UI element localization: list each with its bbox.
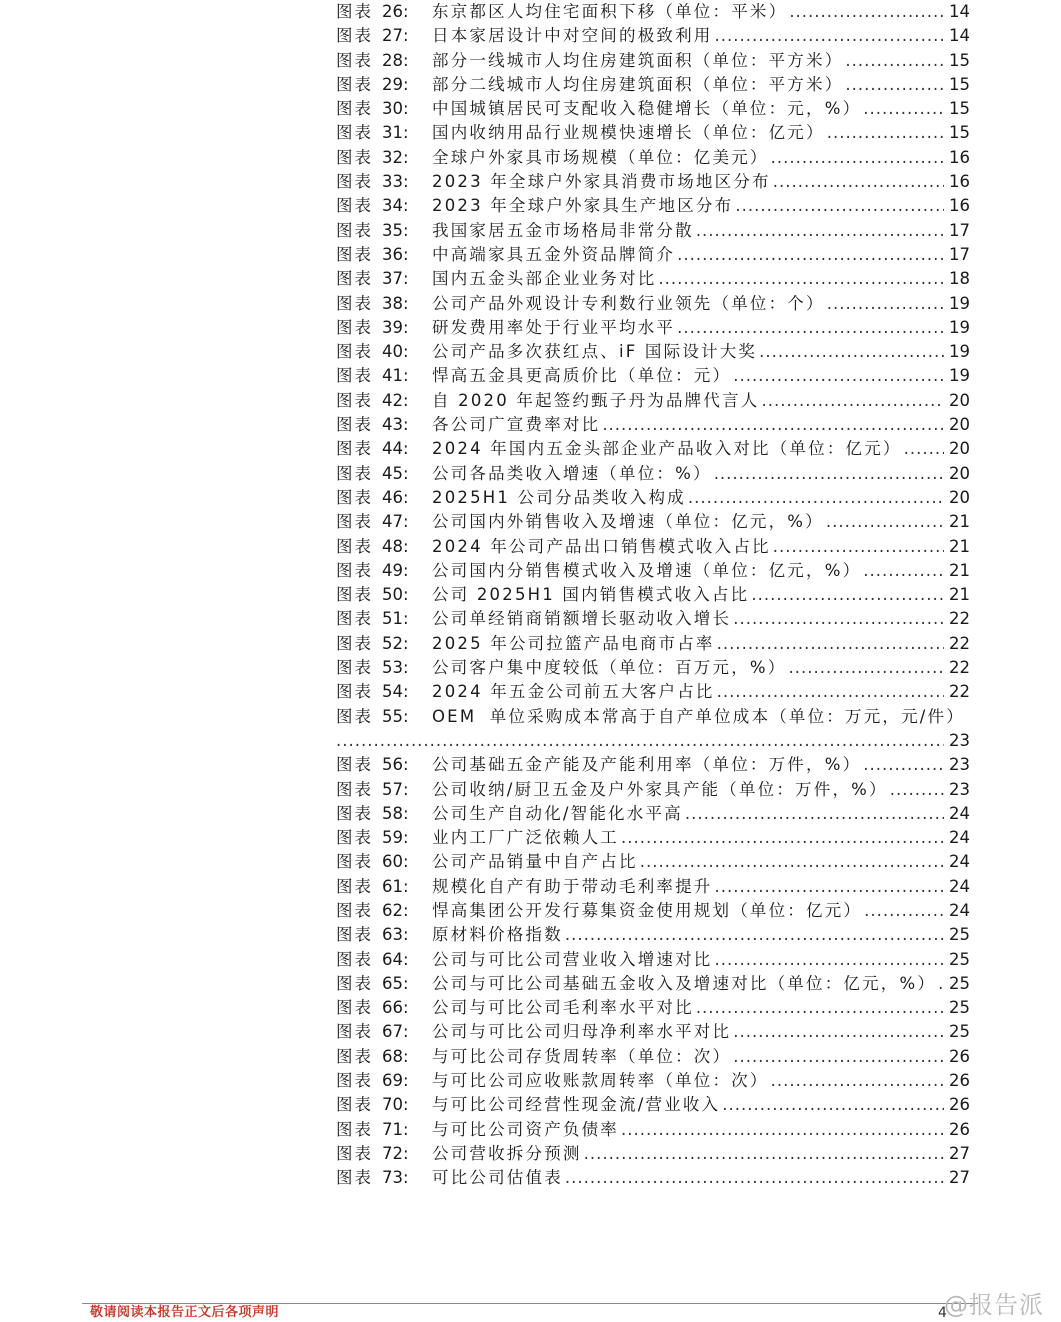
dot-leader — [688, 486, 944, 510]
entry-label: 图表 — [336, 876, 373, 896]
toc-entry[interactable] — [336, 559, 970, 583]
toc-entry[interactable] — [336, 1020, 970, 1044]
dot-leader — [696, 996, 944, 1020]
entry-page: 17 — [949, 244, 970, 264]
entry-page: 19 — [949, 342, 970, 362]
entry-page: 15 — [949, 99, 970, 119]
dot-leader — [602, 413, 944, 437]
entry-title: 2024 年国内五金头部企业产品收入对比（单位：亿元） — [432, 439, 902, 459]
entry-label: 图表 — [336, 1046, 373, 1066]
entry-label: 图表 — [336, 463, 373, 483]
entry-title: 公司与可比公司基础五金收入及增速对比（单位：亿元，%） — [432, 973, 937, 993]
entry-label: 图表 — [336, 439, 373, 459]
entry-page: 14 — [949, 2, 970, 21]
entry-label: 图表 — [336, 585, 373, 605]
toc-entry[interactable] — [336, 972, 970, 996]
toc-entry[interactable] — [336, 826, 970, 850]
toc-entry[interactable] — [336, 875, 970, 899]
entry-number: 61: — [382, 876, 409, 896]
entry-number: 65: — [382, 973, 409, 993]
entry-number: 52: — [382, 633, 409, 653]
entry-title: 公司与可比公司归母净利率水平对比 — [432, 1022, 732, 1042]
entry-page: 18 — [949, 269, 970, 289]
toc-entry[interactable] — [336, 1118, 970, 1142]
entry-title: 悍高集团公开发行募集资金使用规划（单位：亿元） — [432, 900, 863, 920]
dot-leader — [717, 680, 944, 704]
toc-entry-55[interactable] — [336, 705, 970, 729]
entry-page: 20 — [949, 463, 970, 483]
toc-entry[interactable] — [336, 243, 970, 267]
entry-number: 58: — [382, 803, 409, 823]
entry-number: 53: — [382, 658, 409, 678]
entry-number: 63: — [382, 925, 409, 945]
toc-entry[interactable] — [336, 996, 970, 1020]
entry-page: 19 — [949, 293, 970, 313]
entry-title: 公司产品多次获红点、iF 国际设计大奖 — [432, 342, 758, 362]
entry-number: 56: — [382, 755, 409, 775]
entry-title: 公司生产自动化/智能化水平高 — [432, 803, 683, 823]
entry-title: 公司与可比公司营业收入增速对比 — [432, 949, 713, 969]
entry-number: 59: — [382, 828, 409, 848]
entry-number: 36: — [382, 244, 409, 264]
entry-title: 业内工厂广泛依赖人工 — [432, 828, 619, 848]
entry-label: 图表 — [336, 949, 373, 969]
entry-page: 23 — [949, 730, 970, 750]
entry-title: 悍高五金具更高质价比（单位：元） — [432, 366, 732, 386]
entry-title: 各公司广宣费率对比 — [432, 415, 601, 435]
entry-label: 图表 — [336, 2, 373, 21]
toc-entry[interactable] — [336, 49, 970, 73]
entry-title: 公司国内分销售模式收入及增速（单位：亿元，%） — [432, 560, 862, 580]
entry-number: 55: — [382, 706, 409, 726]
toc-entry[interactable] — [336, 948, 970, 972]
dot-leader — [658, 267, 944, 291]
entry-title: 与可比公司经营性现金流/营业收入 — [432, 1095, 721, 1115]
toc-entry[interactable] — [336, 0, 970, 24]
toc-entry[interactable] — [336, 510, 970, 534]
dot-leader — [733, 364, 944, 388]
entry-number: 31: — [382, 123, 409, 143]
entry-label: 图表 — [336, 1168, 373, 1188]
entry-page: 24 — [949, 828, 970, 848]
figure-list-part-2 — [336, 753, 970, 1190]
entry-number: 30: — [382, 99, 409, 119]
entry-number: 29: — [382, 74, 409, 94]
dot-leader — [677, 316, 944, 340]
dot-leader — [788, 656, 944, 680]
entry-page: 22 — [949, 682, 970, 702]
toc-entry[interactable] — [336, 437, 970, 461]
entry-label: 图表 — [336, 1095, 373, 1115]
entry-label: 图表 — [336, 925, 373, 945]
dot-leader — [773, 535, 944, 559]
dot-leader — [773, 170, 944, 194]
entry-number: 34: — [382, 196, 409, 216]
toc-entry[interactable] — [336, 778, 970, 802]
entry-page: 15 — [949, 50, 970, 70]
entry-page: 22 — [949, 658, 970, 678]
entry-title: 公司收纳/厨卫五金及户外家具产能（单位：万件，%） — [432, 779, 888, 799]
entry-page: 20 — [949, 439, 970, 459]
entry-title: 自 2020 年起签约甄子丹为品牌代言人 — [432, 390, 760, 410]
entry-label: 图表 — [336, 99, 373, 119]
entry-label: 图表 — [336, 317, 373, 337]
entry-label: 图表 — [336, 1071, 373, 1091]
dot-leader — [640, 850, 944, 874]
entry-title: 与可比公司资产负债率 — [432, 1119, 619, 1139]
entry-number: 72: — [382, 1143, 409, 1163]
entry-page: 14 — [949, 26, 970, 46]
entry-label: 图表 — [336, 706, 373, 726]
dot-leader — [717, 632, 944, 656]
entry-page: 21 — [949, 536, 970, 556]
entry-title: 中高端家具五金外资品牌简介 — [432, 244, 676, 264]
toc-entry[interactable] — [336, 146, 970, 170]
entry-page: 22 — [949, 633, 970, 653]
entry-title: 可比公司估值表 — [432, 1168, 563, 1188]
entry-number: 69: — [382, 1071, 409, 1091]
entry-label: 图表 — [336, 123, 373, 143]
entry-title: 部分二线城市人均住房建筑面积（单位：平方米） — [432, 74, 844, 94]
toc-entry[interactable] — [336, 170, 970, 194]
entry-page: 25 — [949, 1022, 970, 1042]
toc-entry[interactable] — [336, 219, 970, 243]
toc-entry[interactable] — [336, 413, 970, 437]
entry-title: 2024 年五金公司前五大客户占比 — [432, 682, 715, 702]
dot-leader — [938, 972, 944, 996]
entry-page: 16 — [949, 172, 970, 192]
entry-number: 50: — [382, 585, 409, 605]
entry-page: 26 — [949, 1046, 970, 1066]
entry-title: 公司产品外观设计专利数行业领先（单位：个） — [432, 293, 825, 313]
entry-number: 62: — [382, 900, 409, 920]
dot-leader — [696, 219, 944, 243]
entry-title: 公司 2025H1 国内销售模式收入占比 — [432, 585, 750, 605]
entry-page: 21 — [949, 512, 970, 532]
toc-entry[interactable] — [336, 97, 970, 121]
entry-number: 67: — [382, 1022, 409, 1042]
entry-label: 图表 — [336, 26, 373, 46]
page-number: 4 — [938, 1305, 947, 1321]
entry-label: 图表 — [336, 390, 373, 410]
toc-entry-55-continuation — [336, 729, 970, 753]
entry-number: 37: — [382, 269, 409, 289]
entry-number: 57: — [382, 779, 409, 799]
dot-leader — [733, 607, 944, 631]
entry-label: 图表 — [336, 755, 373, 775]
entry-label: 图表 — [336, 415, 373, 435]
entry-page: 24 — [949, 900, 970, 920]
entry-label: 图表 — [336, 536, 373, 556]
dot-leader — [761, 389, 944, 413]
entry-title: 公司各品类收入增速（单位：%） — [432, 463, 712, 483]
entry-label: 图表 — [336, 779, 373, 799]
entry-label: 图表 — [336, 682, 373, 702]
entry-label: 图表 — [336, 487, 373, 507]
figure-list-part-1 — [336, 0, 970, 705]
dot-leader — [890, 778, 944, 802]
entry-title: 全球户外家具市场规模（单位：亿美元） — [432, 147, 769, 167]
toc-entry[interactable] — [336, 802, 970, 826]
entry-label: 图表 — [336, 803, 373, 823]
entry-label: 图表 — [336, 172, 373, 192]
entry-page: 15 — [949, 123, 970, 143]
entry-title: 研发费用率处于行业平均水平 — [432, 317, 676, 337]
entry-number: 28: — [382, 50, 409, 70]
entry-page: 27 — [949, 1143, 970, 1163]
footer-disclaimer: 敬请阅读本报告正文后各项声明 — [90, 1305, 280, 1320]
entry-title: 原材料价格指数 — [432, 925, 563, 945]
entry-number: 68: — [382, 1046, 409, 1066]
entry-page: 15 — [949, 74, 970, 94]
dot-leader — [845, 49, 944, 73]
dot-leader — [336, 729, 944, 753]
toc-entry[interactable] — [336, 73, 970, 97]
entry-label: 图表 — [336, 1143, 373, 1163]
entry-label: 图表 — [336, 852, 373, 872]
entry-label: 图表 — [336, 293, 373, 313]
entry-number: 49: — [382, 560, 409, 580]
toc-entry[interactable] — [336, 1069, 970, 1093]
entry-page: 16 — [949, 196, 970, 216]
entry-number: 48: — [382, 536, 409, 556]
entry-page: 26 — [949, 1119, 970, 1139]
toc-entry[interactable] — [336, 1045, 970, 1069]
entry-page: 26 — [949, 1095, 970, 1115]
entry-number: 35: — [382, 220, 409, 240]
entry-number: 45: — [382, 463, 409, 483]
toc-entry[interactable] — [336, 632, 970, 656]
entry-label: 图表 — [336, 998, 373, 1018]
entry-number: 47: — [382, 512, 409, 532]
entry-label: 图表 — [336, 900, 373, 920]
toc-entry[interactable] — [336, 292, 970, 316]
entry-title: 规模化自产有助于带动毛利率提升 — [432, 876, 713, 896]
dot-leader — [733, 1045, 944, 1069]
toc-entry[interactable] — [336, 121, 970, 145]
entry-page: 25 — [949, 973, 970, 993]
entry-number: 64: — [382, 949, 409, 969]
dot-leader — [722, 1093, 944, 1117]
dot-leader — [864, 899, 944, 923]
toc-entry[interactable] — [336, 607, 970, 631]
entry-number: 71: — [382, 1119, 409, 1139]
entry-title: 日本家居设计中对空间的极致利用 — [432, 26, 713, 46]
toc-entry[interactable] — [336, 340, 970, 364]
toc-entry[interactable] — [336, 899, 970, 923]
entry-number: 43: — [382, 415, 409, 435]
entry-title: 2023 年全球户外家具消费市场地区分布 — [432, 172, 771, 192]
entry-label: 图表 — [336, 74, 373, 94]
dot-leader — [759, 340, 944, 364]
toc-entry[interactable] — [336, 753, 970, 777]
entry-label: 图表 — [336, 560, 373, 580]
entry-title: 2024 年公司产品出口销售模式收入占比 — [432, 536, 771, 556]
dot-leader — [715, 948, 945, 972]
dot-leader — [827, 121, 944, 145]
entry-page: 19 — [949, 366, 970, 386]
entry-label: 图表 — [336, 244, 373, 264]
toc-entry[interactable] — [336, 194, 970, 218]
entry-label: 图表 — [336, 658, 373, 678]
toc-entry[interactable] — [336, 850, 970, 874]
entry-number: 32: — [382, 147, 409, 167]
entry-number: 27: — [382, 26, 409, 46]
entry-page: 24 — [949, 852, 970, 872]
entry-title: 2023 年全球户外家具生产地区分布 — [432, 196, 734, 216]
entry-label: 图表 — [336, 269, 373, 289]
entry-title: 国内收纳用品行业规模快速增长（单位：亿元） — [432, 123, 825, 143]
entry-number: 38: — [382, 293, 409, 313]
entry-label: 图表 — [336, 220, 373, 240]
entry-title: OEM 单位采购成本常高于自产单位成本（单位：万元，元/件） — [432, 706, 965, 726]
dot-leader — [714, 462, 944, 486]
entry-title: 东京都区人均住宅面积下移（单位：平米） — [432, 2, 788, 21]
entry-title: 2025H1 公司分品类收入构成 — [432, 487, 686, 507]
entry-page: 20 — [949, 487, 970, 507]
table-of-figures — [336, 0, 970, 1191]
toc-entry[interactable] — [336, 486, 970, 510]
dot-leader — [827, 292, 944, 316]
dot-leader — [677, 243, 944, 267]
toc-entry[interactable] — [336, 923, 970, 947]
entry-page: 23 — [949, 755, 970, 775]
entry-title: 中国城镇居民可支配收入稳健增长（单位：元，%） — [432, 99, 862, 119]
dot-leader — [565, 923, 944, 947]
toc-entry[interactable] — [336, 1093, 970, 1117]
entry-number: 70: — [382, 1095, 409, 1115]
entry-number: 26: — [382, 2, 409, 21]
dot-leader — [715, 24, 945, 48]
entry-number: 54: — [382, 682, 409, 702]
toc-entry[interactable] — [336, 1142, 970, 1166]
entry-page: 27 — [949, 1168, 970, 1188]
dot-leader — [771, 1069, 944, 1093]
dot-leader — [863, 753, 944, 777]
dot-leader — [904, 437, 944, 461]
entry-number: 41: — [382, 366, 409, 386]
entry-label: 图表 — [336, 1022, 373, 1042]
entry-title: 部分一线城市人均住房建筑面积（单位：平方米） — [432, 50, 844, 70]
entry-label: 图表 — [336, 1119, 373, 1139]
dot-leader — [845, 73, 944, 97]
toc-entry[interactable] — [336, 583, 970, 607]
entry-label: 图表 — [336, 366, 373, 386]
entry-page: 26 — [949, 1071, 970, 1091]
entry-page: 24 — [949, 876, 970, 896]
toc-entry[interactable] — [336, 316, 970, 340]
entry-label: 图表 — [336, 633, 373, 653]
dot-leader — [621, 826, 944, 850]
entry-title: 公司营收拆分预测 — [432, 1143, 582, 1163]
entry-page: 23 — [949, 779, 970, 799]
entry-number: 42: — [382, 390, 409, 410]
toc-entry[interactable] — [336, 364, 970, 388]
dot-leader — [789, 0, 944, 24]
entry-number: 39: — [382, 317, 409, 337]
entry-page: 17 — [949, 220, 970, 240]
entry-label: 图表 — [336, 609, 373, 629]
watermark-logo: @报告派 — [944, 1291, 1044, 1319]
dot-leader — [715, 875, 945, 899]
dot-leader — [565, 1166, 944, 1190]
entry-title: 公司产品销量中自产占比 — [432, 852, 638, 872]
toc-entry[interactable] — [336, 1166, 970, 1190]
entry-label: 图表 — [336, 973, 373, 993]
entry-label: 图表 — [336, 828, 373, 848]
dot-leader — [621, 1118, 944, 1142]
entry-title: 公司国内外销售收入及增速（单位：亿元，%） — [432, 512, 824, 532]
entry-title: 公司基础五金产能及产能利用率（单位：万件，%） — [432, 755, 862, 775]
entry-page: 25 — [949, 949, 970, 969]
entry-label: 图表 — [336, 50, 373, 70]
entry-title: 我国家居五金市场格局非常分散 — [432, 220, 694, 240]
dot-leader — [733, 1020, 944, 1044]
entry-title: 国内五金头部企业业务对比 — [432, 269, 657, 289]
entry-title: 公司单经销商销额增长驱动收入增长 — [432, 609, 732, 629]
toc-entry[interactable] — [336, 680, 970, 704]
entry-number: 44: — [382, 439, 409, 459]
entry-title: 与可比公司应收账款周转率（单位：次） — [432, 1071, 769, 1091]
dot-leader — [735, 194, 944, 218]
toc-entry[interactable] — [336, 389, 970, 413]
toc-entry[interactable] — [336, 535, 970, 559]
entry-number: 51: — [382, 609, 409, 629]
entry-page: 21 — [949, 585, 970, 605]
entry-number: 40: — [382, 342, 409, 362]
entry-label: 图表 — [336, 196, 373, 216]
dot-leader — [751, 583, 944, 607]
entry-page: 20 — [949, 390, 970, 410]
dot-leader — [863, 559, 944, 583]
entry-page: 21 — [949, 560, 970, 580]
dot-leader — [584, 1142, 944, 1166]
dot-leader — [685, 802, 944, 826]
dot-leader — [826, 510, 944, 534]
toc-entry[interactable] — [336, 267, 970, 291]
toc-entry[interactable] — [336, 462, 970, 486]
toc-entry[interactable] — [336, 24, 970, 48]
entry-page: 16 — [949, 147, 970, 167]
entry-page: 22 — [949, 609, 970, 629]
entry-page: 24 — [949, 803, 970, 823]
dot-leader — [863, 97, 944, 121]
entry-number: 46: — [382, 487, 409, 507]
entry-label: 图表 — [336, 147, 373, 167]
entry-page: 25 — [949, 925, 970, 945]
dot-leader — [771, 146, 944, 170]
entry-number: 73: — [382, 1168, 409, 1188]
entry-number: 60: — [382, 852, 409, 872]
entry-page: 20 — [949, 415, 970, 435]
entry-page: 19 — [949, 317, 970, 337]
entry-number: 66: — [382, 998, 409, 1018]
entry-label: 图表 — [336, 512, 373, 532]
entry-number: 33: — [382, 172, 409, 192]
entry-title: 2025 年公司拉篮产品电商市占率 — [432, 633, 715, 653]
entry-title: 公司与可比公司毛利率水平对比 — [432, 998, 694, 1018]
entry-label: 图表 — [336, 342, 373, 362]
entry-title: 公司客户集中度较低（单位：百万元，%） — [432, 658, 787, 678]
entry-page: 25 — [949, 998, 970, 1018]
entry-title: 与可比公司存货周转率（单位：次） — [432, 1046, 732, 1066]
toc-entry[interactable] — [336, 656, 970, 680]
